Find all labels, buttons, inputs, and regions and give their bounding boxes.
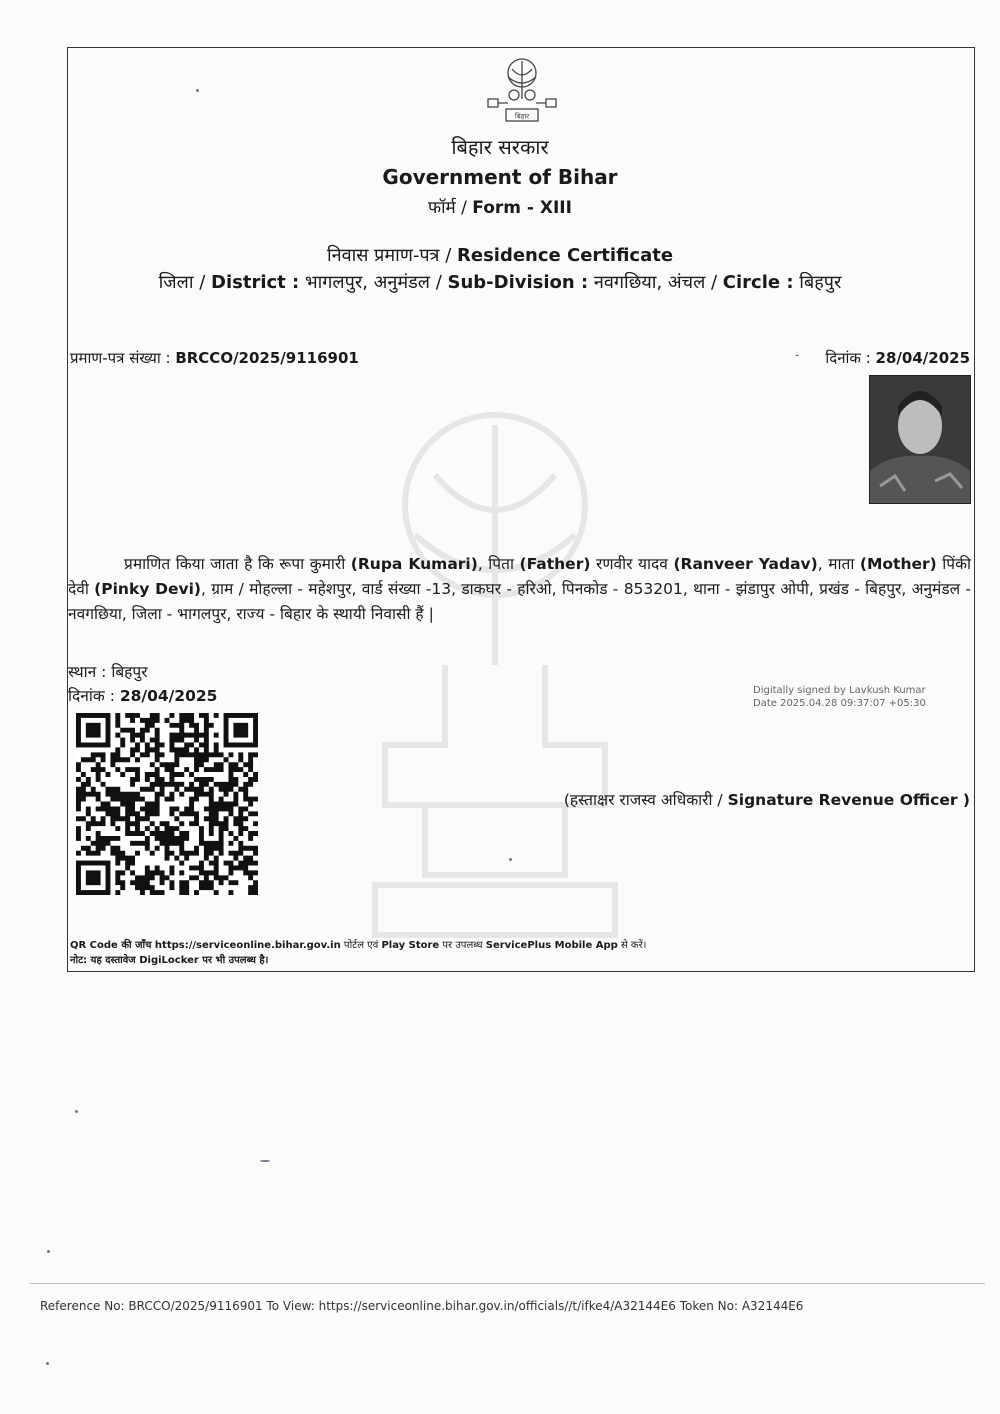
cert-title-hindi: निवास प्रमाण-पत्र / [326,245,457,266]
digilocker-note [70,952,268,966]
form-label: Form - XIII [472,198,572,218]
portal-link[interactable]: https://serviceonline.bihar.gov.in [154,940,341,951]
subdivision-value: नवगछिया, अंचल / [588,272,723,293]
signature-english: Signature Revenue Officer ) [727,791,970,809]
body-text-part: , पिता [477,555,520,573]
district-hindi: जिला / [158,272,212,293]
scan-speck [47,1250,50,1253]
issue-date-label: दिनांक : [825,349,876,367]
note-text: ServicePlus Mobile App [485,940,618,951]
digital-signature-line2: Date 2025.04.28 09:37:07 +05:30 [753,698,926,709]
note-text: से करें। [617,940,647,951]
certificate-number-value: BRCCO/2025/9116901 [175,349,359,367]
applicant-name-en: (Rupa Kumari) [350,555,478,573]
signing-date [68,684,217,706]
certificate-body [68,552,971,627]
scan-speck [46,1362,49,1365]
scan-speck [75,1110,78,1113]
father-label: (Father) [519,555,591,573]
gov-title-hindi: बिहार सरकार [451,135,549,159]
issue-date-value: 28/04/2025 [875,349,970,367]
body-text-part: पिंकी देवी [68,555,972,598]
note-text: नोट: यह दस्तावेज [70,955,140,966]
digital-signature [753,684,926,710]
note-text: पोर्टल एवं [340,940,382,951]
signature-hindi: (हस्ताक्षर राजस्व अधिकारी / [563,791,728,809]
emblem-label: बिहार [514,112,530,121]
form-prefix: फॉर्म / [428,198,473,218]
signing-date-value: 28/04/2025 [119,687,218,705]
body-text-part: प्रमाणित किया जाता है कि रूपा कुमारी [124,555,351,573]
applicant-photo [869,375,971,504]
mother-name-en: (Pinky Devi) [94,580,202,598]
scan-speck [196,89,199,92]
emblem-watermark-icon [315,385,675,945]
note-text: पर भी उपलब्ध है। [198,955,269,966]
gov-title-english: Government of Bihar [382,165,618,189]
certificate-title [0,243,1000,267]
mother-label: (Mother) [859,555,937,573]
address-text: , ग्राम / मोहल्ला - महेशपुर, वार्ड संख्या -13, डाकघर - हरिओ, पिनकोड - 853201, थाना - झंडापुर ओपी, प्रखंड - बिहपुर, अनुमंडल - नवगछिया, जिला - भागलपुर, राज्य - बिहार के स्थायी निवासी हैं | [68,580,972,623]
father-name-en: (Ranveer Yadav) [673,555,818,573]
signing-date-label: दिनांक : [68,687,120,705]
place: स्थान : बिहपुर [68,663,148,681]
certificate-number-label: प्रमाण-पत्र संख्या : [70,349,176,367]
form-number [0,195,1000,218]
note-text: DigiLocker [139,955,199,966]
signature-label [540,788,970,810]
qr-code-icon[interactable] [76,713,258,895]
qr-verification-note [70,937,646,951]
note-text: पर उपलब्ध [439,940,486,951]
body-text-part: रणवीर यादव [590,555,674,573]
dash-mark: - [795,348,800,363]
note-text: QR Code की जाँच [70,940,155,951]
digital-signature-line1: Digitally signed by Lavkush Kumar [753,685,926,696]
district-value: भागलपुर, अनुमंडल / [299,272,448,293]
note-text: Play Store [381,940,440,951]
certificate-number [70,348,359,368]
scan-speck [260,1160,270,1162]
scan-speck [509,858,512,861]
bihar-emblem-icon [484,55,560,131]
subdivision-label: Sub-Division : [447,272,589,293]
circle-value: बिहपुर [793,272,842,293]
reference-line: Reference No: BRCCO/2025/9116901 To View: https://serviceonline.bihar.gov.in/officials//t/ifke4/A32144E6 Token No: A32144E6 [40,1299,804,1313]
footer-divider [30,1283,985,1284]
circle-label: Circle : [722,272,794,293]
issue-date [760,348,970,368]
district-label: District : [211,272,300,293]
jurisdiction-line [0,270,1000,294]
cert-title-english: Residence Certificate [457,245,674,266]
body-text-part: , माता [817,555,860,573]
